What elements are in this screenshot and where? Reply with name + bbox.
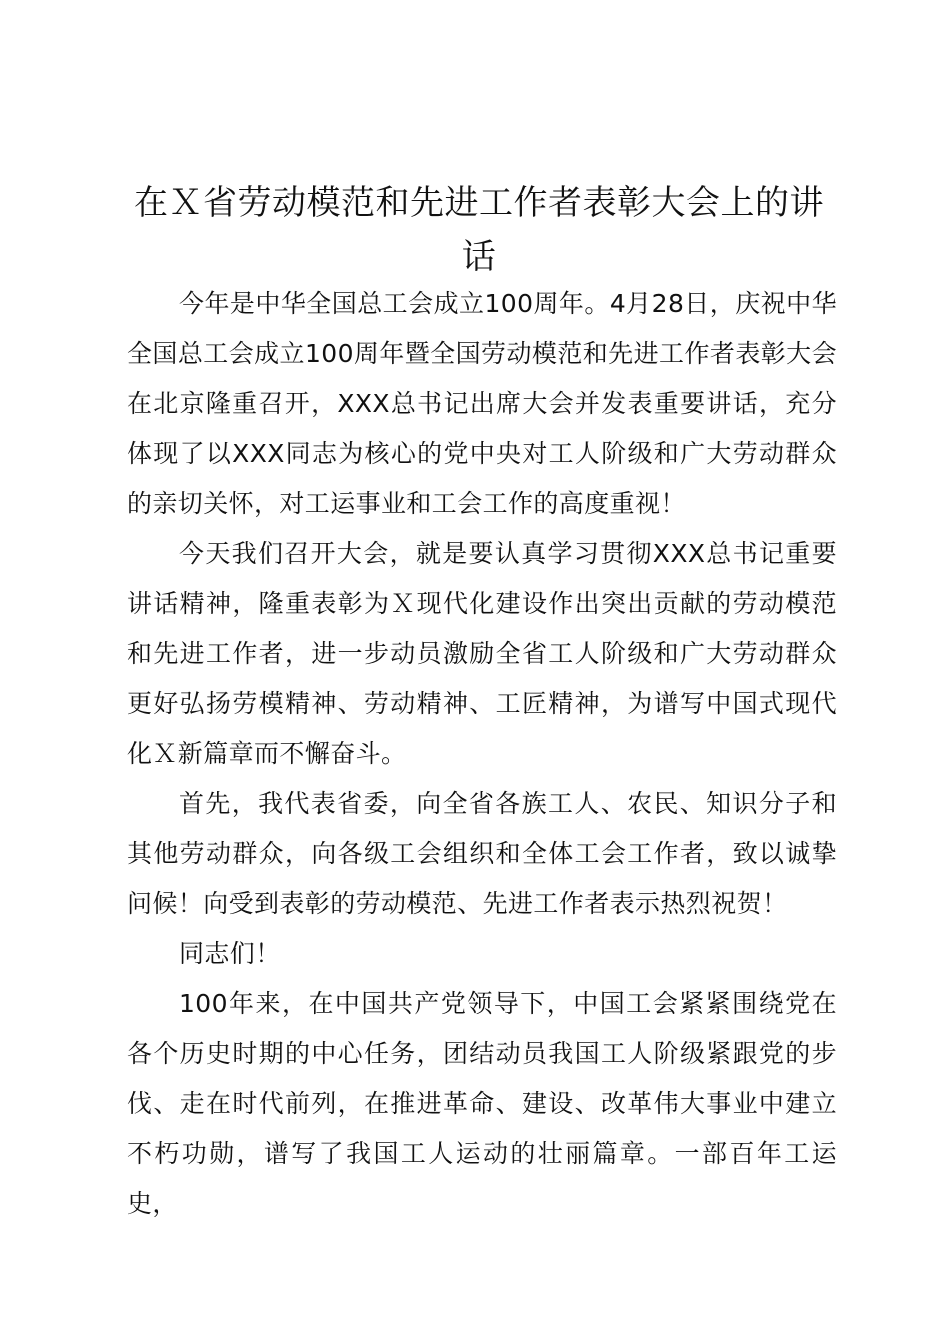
paragraph-3: 首先，我代表省委，向全省各族工人、农民、知识分子和其他劳动群众，向各级工会组织和全体工会工作者，致以诚挚问候！向受到表彰的劳动模范、先进工作者表示热烈祝贺！ [127,789,837,918]
document-body [127,279,837,1229]
paragraph-5: 100年来，在中国共产党领导下，中国工会紧紧围绕党在各个历史时期的中心任务，团结动员我国工人阶级紧跟党的步伐、走在时代前列，在推进革命、建设、改革伟大事业中建立不朽功勋，谱写了我国工人运动的壮丽篇章。一部百年工运史， [127,989,837,1218]
document-title: 在Ｘ省劳动模范和先进工作者表彰大会上的讲话 [134,183,824,277]
paragraph-4: 同志们！ [179,939,281,968]
paragraph-2: 今天我们召开大会，就是要认真学习贯彻XXX总书记重要讲话精神，隆重表彰为Ｘ现代化建设作出突出贡献的劳动模范和先进工作者，进一步动员激励全省工人阶级和广大劳动群众更好弘扬劳模精神、劳动精神、工匠精神，为谱写中国式现代化Ｘ新篇章而不懈奋斗。 [127,539,837,768]
paragraph-1: 今年是中华全国总工会成立100周年。4月28日，庆祝中华全国总工会成立100周年暨全国劳动模范和先进工作者表彰大会在北京隆重召开，XXX总书记出席大会并发表重要讲话，充分体现了以XXX同志为核心的党中央对工人阶级和广大劳动群众的亲切关怀，对工运事业和工会工作的高度重视！ [127,289,837,518]
